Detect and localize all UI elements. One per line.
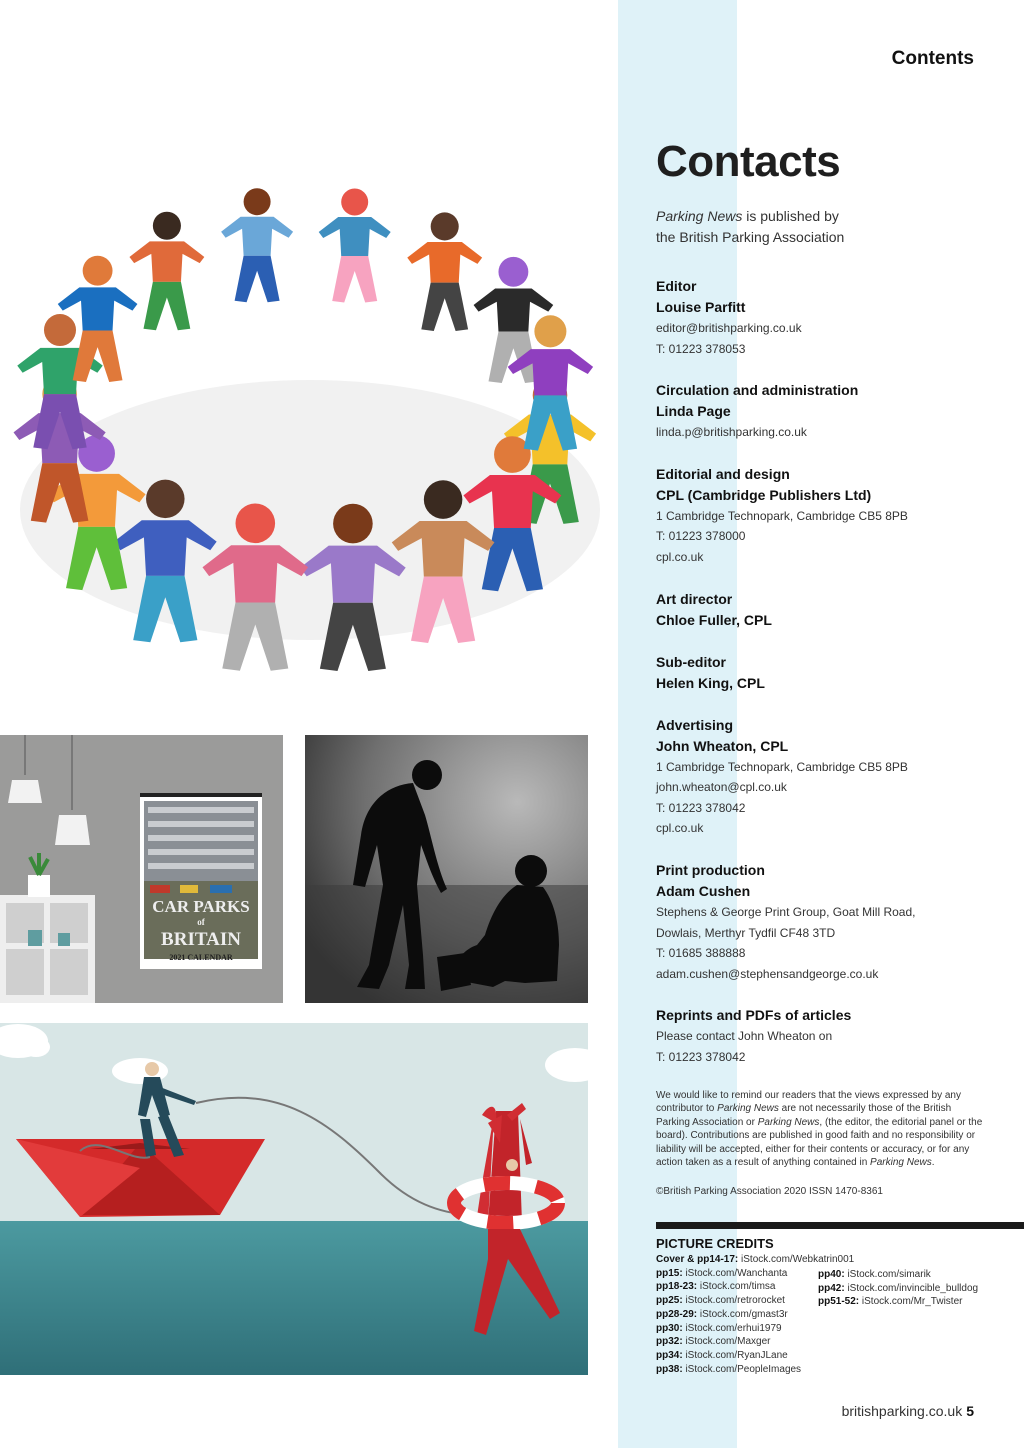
paper-people-circle-image: [0, 130, 612, 690]
contact-name: CPL (Cambridge Publishers Ltd): [656, 486, 872, 503]
contact-detail: T: 01223 378000: [656, 529, 746, 544]
credit-value: iStock.com/retrorocket: [682, 1295, 785, 1307]
credit-label: pp15:: [656, 1267, 683, 1279]
contact-detail: john.wheaton@cpl.co.uk: [656, 780, 787, 795]
contact-detail: adam.cushen@stephensandgeorge.co.uk: [656, 966, 879, 981]
contact-heading: Advertising: [656, 716, 734, 733]
disclaimer-italic: Parking News: [757, 1116, 820, 1128]
credit-row: [818, 1295, 978, 1309]
contact-heading: Reprints and PDFs of articles: [656, 1007, 852, 1024]
credit-label: pp25:: [656, 1295, 683, 1307]
contact-name: Helen King, CPL: [656, 674, 765, 691]
credit-row: [656, 1349, 1024, 1363]
contact-detail: T: 01223 378042: [656, 800, 746, 815]
credit-value: iStock.com/RyanJLane: [682, 1349, 788, 1361]
intro-text: [656, 206, 986, 248]
credit-label: pp30:: [656, 1322, 683, 1334]
credit-label: pp28-29:: [656, 1308, 698, 1320]
credit-value: iStock.com/Webkatrin001: [738, 1254, 855, 1265]
contact-block: [656, 380, 986, 443]
contacts-column: [656, 138, 986, 1197]
contact-block: [656, 276, 986, 359]
picture-credits: [656, 1236, 1024, 1376]
credit-label: pp18-23:: [656, 1281, 698, 1293]
credit-value: iStock.com/timsa: [697, 1281, 776, 1293]
calendar-wall-image: [0, 735, 283, 1003]
contact-detail: Stephens & George Print Group, Goat Mill Road,: [656, 904, 916, 919]
disclaimer: [656, 1089, 986, 1171]
calendar-year-label: 2021 CALENDAR: [169, 953, 233, 962]
credit-value: iStock.com/gmast3r: [697, 1308, 788, 1320]
credit-row: [656, 1363, 1024, 1377]
credit-label: pp38:: [656, 1363, 683, 1375]
credit-row: [656, 1253, 1024, 1267]
disclaimer-italic: Parking News: [717, 1103, 779, 1115]
contact-name: Louise Parfitt: [656, 299, 746, 315]
contact-name: John Wheaton, CPL: [656, 737, 789, 754]
intro-line2: the British Parking Association: [656, 229, 845, 245]
calendar-title-line2: of: [197, 917, 205, 927]
contact-block: [656, 652, 986, 694]
intro-publication-name: Parking News: [656, 208, 743, 224]
credit-value: iStock.com/Maxger: [682, 1336, 771, 1348]
contact-detail: 1 Cambridge Technopark, Cambridge CB5 8PB: [656, 759, 908, 774]
contact-blocks: [656, 276, 986, 1068]
credit-label: pp32:: [656, 1336, 683, 1348]
intro-line1: is published by: [742, 208, 839, 224]
contact-block: [656, 589, 986, 631]
disclaimer-part: We would like to remind our readers that the views expressed by any contributor to: [656, 1089, 961, 1115]
contact-detail: cpl.co.uk: [656, 821, 704, 836]
contact-detail: cpl.co.uk: [656, 549, 704, 564]
calendar-title-line1: CAR PARKS: [152, 897, 250, 916]
contact-block: [656, 1005, 986, 1067]
footer-site: britishparking.co.uk: [841, 1403, 963, 1419]
contact-detail: T: 01223 378042: [656, 1049, 746, 1064]
credit-row: [656, 1322, 1024, 1336]
contact-detail: 1 Cambridge Technopark, Cambridge CB5 8PB: [656, 508, 908, 523]
credit-label: pp40:: [818, 1269, 845, 1280]
credit-value: iStock.com/simarik: [844, 1269, 931, 1280]
credit-label: Cover & pp14-17:: [656, 1254, 739, 1265]
credit-value: iStock.com/Mr_Twister: [859, 1296, 963, 1308]
calendar-title-line3: BRITAIN: [161, 929, 241, 950]
copyright: ©British Parking Association 2020 ISSN 1470-8361: [656, 1186, 883, 1198]
contact-name: Linda Page: [656, 403, 731, 420]
credit-row: [656, 1335, 1024, 1349]
contact-block: [656, 860, 986, 984]
contact-detail: Dowlais, Merthyr Tydfil CF48 3TD: [656, 925, 836, 940]
contact-detail: editor@britishparking.co.uk: [656, 321, 802, 335]
boat-rescue-illustration: [0, 1023, 588, 1375]
helping-hand-silhouette-image: [305, 735, 588, 1003]
disclaimer-part: are not necessarily those of the British Parking Association or: [656, 1103, 952, 1128]
contact-heading: Print production: [656, 861, 765, 878]
contact-heading: Editor: [656, 278, 697, 294]
contact-heading: Editorial and design: [656, 465, 790, 482]
contact-name: Chloe Fuller, CPL: [656, 611, 772, 628]
credit-value: iStock.com/erhui1979: [682, 1322, 782, 1334]
credit-label: pp51-52:: [818, 1296, 860, 1308]
contact-detail: T: 01685 388888: [656, 946, 746, 961]
credit-value: iStock.com/invincible_bulldog: [844, 1282, 979, 1294]
page-number: 5: [966, 1403, 974, 1419]
credits-heading: PICTURE CREDITS: [656, 1236, 774, 1251]
page-footer: [842, 1403, 974, 1419]
contact-block: [656, 715, 986, 839]
page-title: Contacts: [656, 137, 841, 186]
contact-name: Adam Cushen: [656, 882, 751, 899]
credit-value: iStock.com/Wanchanta: [682, 1267, 788, 1279]
credits-column-2: [818, 1268, 978, 1309]
contact-heading: Circulation and administration: [656, 382, 859, 399]
credit-label: pp34:: [656, 1349, 683, 1361]
credits-divider: [656, 1222, 1024, 1229]
disclaimer-part: .: [931, 1157, 935, 1169]
contact-detail: T: 01223 378053: [656, 341, 746, 356]
contact-heading: Art director: [656, 590, 733, 607]
disclaimer-part: , (the editor, the editorial panel or the board). Contributions are published in good faith and no responsibility or liability will be accepted, either for their contents or accuracy, or for any action taken as a result of anything contained in: [656, 1116, 983, 1169]
contact-detail: Please contact John Wheaton on: [656, 1029, 833, 1044]
credit-value: iStock.com/PeopleImages: [682, 1363, 802, 1375]
credit-row: [818, 1268, 978, 1282]
disclaimer-italic: Parking News: [870, 1157, 932, 1169]
credit-row: [656, 1308, 1024, 1322]
section-label: Contents: [891, 48, 974, 69]
contact-block: [656, 464, 986, 568]
credit-label: pp42:: [818, 1282, 845, 1294]
contact-detail: linda.p@britishparking.co.uk: [656, 425, 807, 440]
credit-row: [818, 1282, 978, 1296]
contact-heading: Sub-editor: [656, 653, 726, 670]
